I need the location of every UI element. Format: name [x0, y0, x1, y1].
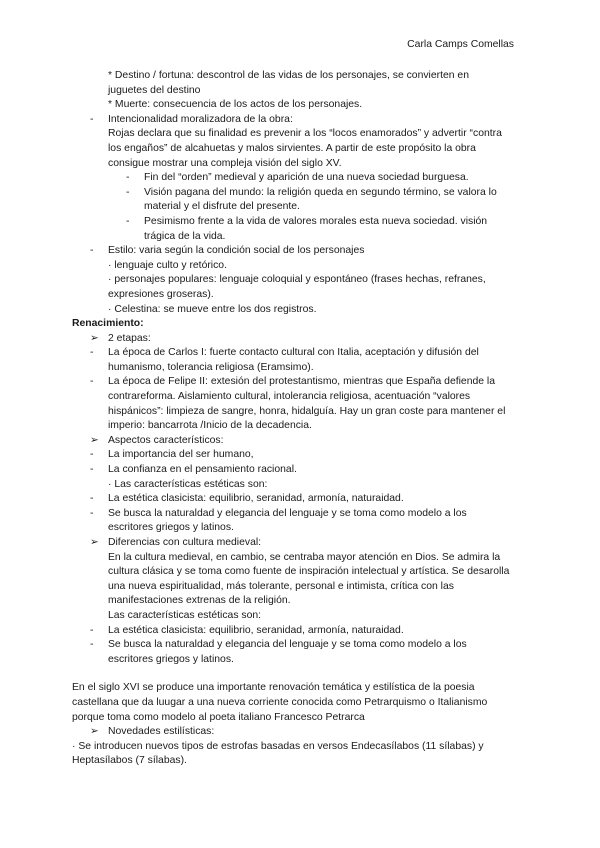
dash-bullet: -	[90, 245, 94, 257]
author-name: Carla Camps Comellas	[407, 39, 514, 50]
dash-bullet: -	[90, 376, 94, 388]
arrow-bullet: ➢	[90, 434, 99, 446]
dash-bullet: -	[90, 449, 94, 461]
estetica-1-text: La estética clasicista: equilibrio, seranidad, armonía, naturaidad.	[108, 493, 404, 505]
dash-bullet: -	[90, 624, 94, 636]
estetica-2-item	[72, 624, 514, 639]
personajes-populares: · personajes populares: lenguaje coloquial y espontáneo (frases hechas, refranes, expresiones groseras).	[108, 274, 486, 300]
siglo-xvi-paragraph: En el siglo XVI se produce una importante renovación temática y estilística de la poesia castellana que da luugar a una nueva corriente conocida como Petrarquismo o Italianismo porque toma como modelo al poeta italiano Francesco Petrarca	[72, 682, 488, 723]
vision-item	[72, 186, 514, 215]
intencionalidad-item	[72, 113, 514, 128]
arrow-bullet: ➢	[90, 332, 99, 344]
importancia-item	[72, 448, 514, 463]
intencionalidad-text: Intencionalidad moralizadora de la obra:	[108, 113, 293, 125]
dash-bullet: -	[126, 186, 130, 198]
pesimismo-text: Pesimismo frente a la vida de valores morales esta nueva sociedad. visión trágica de la vida.	[144, 215, 488, 242]
dash-bullet: -	[90, 493, 94, 505]
estrofas-paragraph: · Se introducen nuevos tipos de estrofas basadas en versos Endecasílabos (11 sílabas) y Heptasílabos (7 sílabas).	[72, 740, 484, 767]
dash-bullet: -	[90, 113, 94, 125]
paragraph-gap	[72, 667, 514, 681]
diferencias-text: Diferencias con cultura medieval:	[108, 537, 262, 548]
estilo-text: Estilo: varia según la condición social de los personajes	[108, 245, 365, 257]
dash-bullet: -	[90, 347, 94, 359]
confianza-item	[72, 463, 514, 478]
document-body	[72, 69, 514, 769]
carlos-text: La época de Carlos I: fuerte contacto cultural con Italia, aceptación y difusión del humanismo, tolerancia religiosa (Eramsimo).	[108, 347, 479, 373]
aspectos-item	[72, 434, 514, 449]
carlos-item	[72, 346, 514, 375]
arrow-bullet: ➢	[90, 537, 99, 548]
confianza-text: La confianza en el pensamiento racional.	[108, 464, 297, 476]
naturalidad-2-item	[72, 638, 488, 667]
vision-text: Visión pagana del mundo: la religión queda en segundo término, se valora lo material y el disfrute del presente.	[144, 186, 497, 213]
dash-bullet: -	[126, 172, 130, 184]
felipe-item	[72, 375, 514, 433]
diferencias-item	[72, 536, 514, 551]
novedades-text: Novedades estilísticas:	[108, 726, 215, 738]
naturalidad-1-item	[72, 507, 488, 536]
caract-esteticas-1: · Las características estéticas son:	[108, 478, 268, 490]
etapas-text: 2 etapas:	[108, 332, 151, 344]
felipe-text: La época de Felipe II: extesión del protestantismo, mientras que España defiende la contrareforma. Aislamiento cultural, intolerancia religiosa, acentuación “valores hispánicos”: limpieza de sangre, honra, hidalguía. Hay un gran coste para mantener el imperio: bancarrota /Inicio de la decadencia.	[108, 376, 506, 432]
rojas-paragraph: Rojas declara que su finalidad es prevenir a los “locos enamorados” y advertir “contra los engaños” de alcahuetas y malos sirvientes. A partir de este propósito la obra consigue mostrar una compleja visión del siglo XV.	[108, 128, 502, 169]
estetica-1-item	[72, 492, 514, 507]
dash-bullet: -	[90, 464, 94, 476]
naturalidad-2-text: Se busca la naturaldad y elegancia del lenguaje y se toma como modelo a los escritores griegos y latinos.	[108, 639, 467, 665]
muerte-note: * Muerte: consecuencia de los actos de los personajes.	[108, 99, 363, 111]
lenguaje-culto: · lenguaje culto y retórico.	[108, 259, 227, 271]
caract-esteticas-2: Las características estéticas son:	[108, 609, 262, 621]
novedades-item	[72, 725, 514, 740]
aspectos-text: Aspectos característicos:	[108, 434, 224, 446]
naturalidad-1-text: Se busca la naturaldad y elegancia del lenguaje y se toma como modelo a los escritores griegos y latinos.	[108, 507, 467, 534]
estilo-item	[72, 244, 514, 259]
pesimismo-item	[72, 215, 514, 244]
destino-note: * Destino / fortuna: descontrol de las vidas de los personajes, se convierten en juguetes del destino	[108, 70, 469, 96]
etapas-item	[72, 332, 514, 347]
fin-orden-item	[72, 171, 514, 186]
medieval-paragraph: En la cultura medieval, en cambio, se centraba mayor atención en Dios. Se admira la cultura clásica y se toma como fuente de inspiración intelectual y artística. Se desarolla una nueva espiritualidad, más tolerante, personal e intimista, crítica con las manifestaciones extrenas de la religión.	[108, 551, 510, 607]
arrow-bullet: ➢	[90, 726, 99, 738]
fin-orden-text: Fin del “orden” medieval y aparición de una nueva sociedad burguesa.	[144, 172, 469, 184]
dash-bullet: -	[90, 507, 94, 519]
dash-bullet: -	[126, 215, 130, 227]
estetica-2-text: La estética clasicista: equilibrio, seranidad, armonía, naturaidad.	[108, 624, 404, 636]
celestina-registros: · Celestina: se mueve entre los dos registros.	[108, 303, 317, 315]
section-heading-renacimiento: Renacimiento:	[72, 318, 144, 330]
dash-bullet: -	[90, 639, 94, 651]
importancia-text: La importancia del ser humano,	[108, 449, 254, 461]
